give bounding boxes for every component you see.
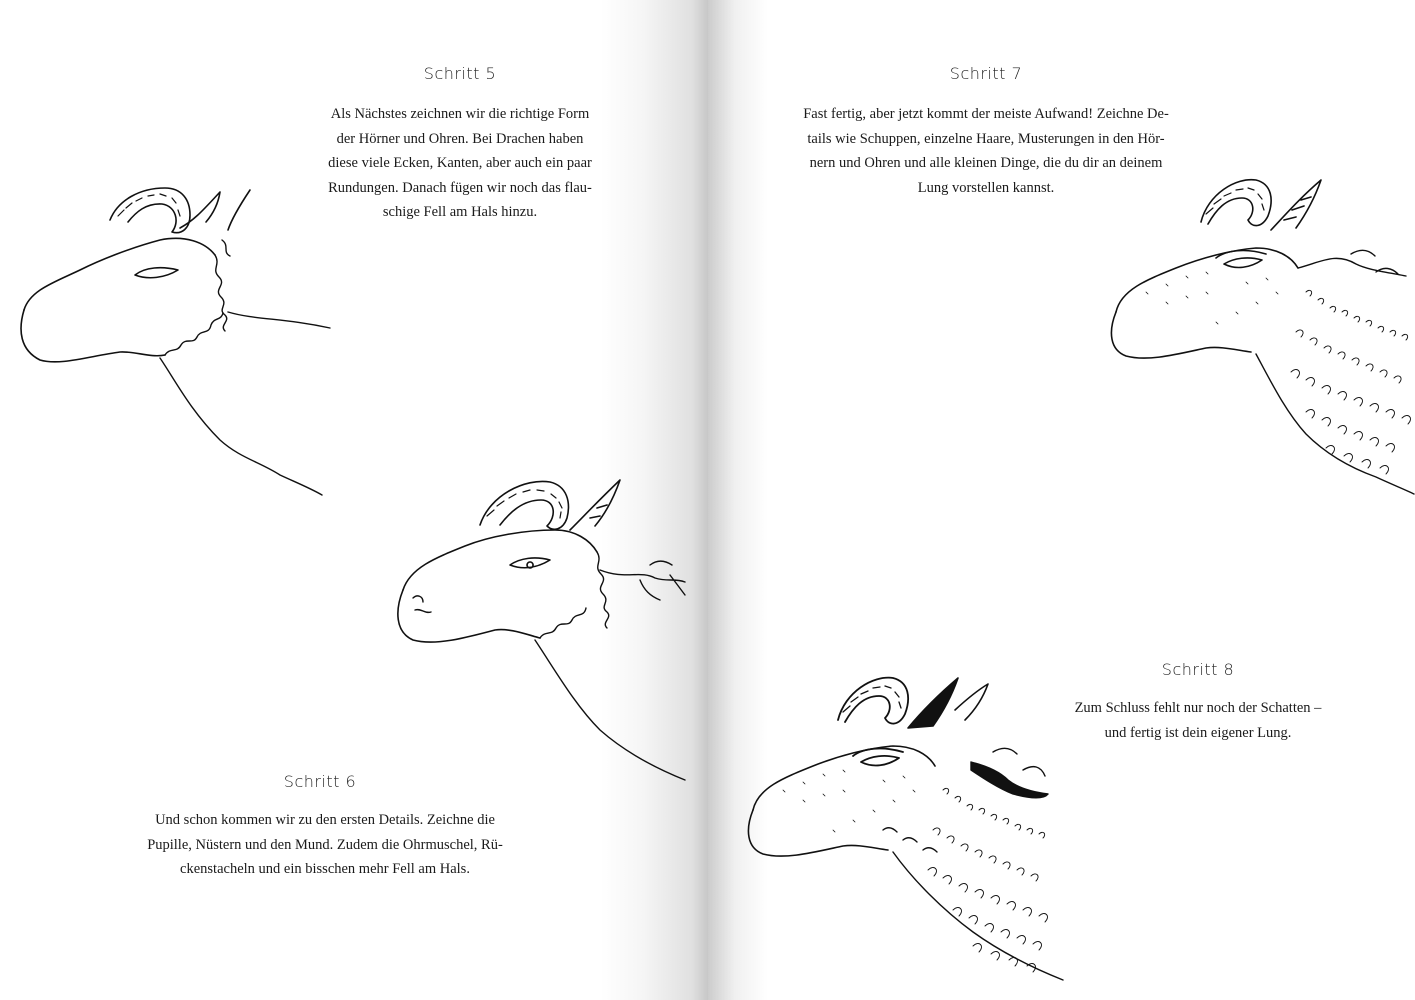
step7-line: tails wie Schuppen, einzelne Haare, Musterungen in den Hör- — [807, 130, 1165, 147]
step5-line: der Hörner und Ohren. Bei Drachen haben — [336, 130, 584, 147]
step7-line: nern und Ohren und alle kleinen Dinge, die du dir an deinem — [809, 155, 1163, 171]
step7-line: Fast fertig, aber jetzt kommt der meiste Aufwand! Zeichne De- — [803, 106, 1169, 122]
step6-title: Schritt 6 — [283, 772, 357, 791]
step5-line: diese viele Ecken, Kanten, aber auch ein paar — [328, 155, 592, 171]
dragon-step6-illustration — [385, 470, 705, 790]
step6-text — [60, 808, 590, 882]
right-page — [708, 0, 1415, 1000]
step8-line: Zum Schluss fehlt nur noch der Schatten – — [1074, 700, 1322, 716]
step8-text — [1028, 696, 1368, 745]
step5-line: Als Nächstes zeichnen wir die richtige Form — [330, 106, 590, 122]
step8-title: Schritt 8 — [1161, 660, 1235, 679]
step7-title: Schritt 7 — [949, 64, 1023, 83]
step5-line: schige Fell am Hals hinzu. — [382, 204, 538, 220]
dragon-step5-illustration — [0, 170, 340, 510]
dragon-step7-illustration — [1106, 172, 1415, 502]
step6-line: Pupille, Nüstern und den Mund. Zudem die Ohrmuschel, Rü- — [147, 836, 503, 853]
step5-line: Rundungen. Danach fügen wir noch das flau- — [328, 179, 592, 196]
step7-line: Lung vorstellen kannst. — [917, 179, 1055, 196]
step5-title: Schritt 5 — [423, 64, 497, 83]
step6-line: Und schon kommen wir zu den ersten Details. Zeichne die — [155, 812, 495, 828]
left-page — [0, 0, 707, 1000]
dragon-step8-illustration — [743, 670, 1073, 990]
step6-line: ckenstacheln und ein bisschen mehr Fell am Hals. — [180, 861, 470, 877]
step8-line: und fertig ist dein eigener Lung. — [1104, 724, 1292, 741]
